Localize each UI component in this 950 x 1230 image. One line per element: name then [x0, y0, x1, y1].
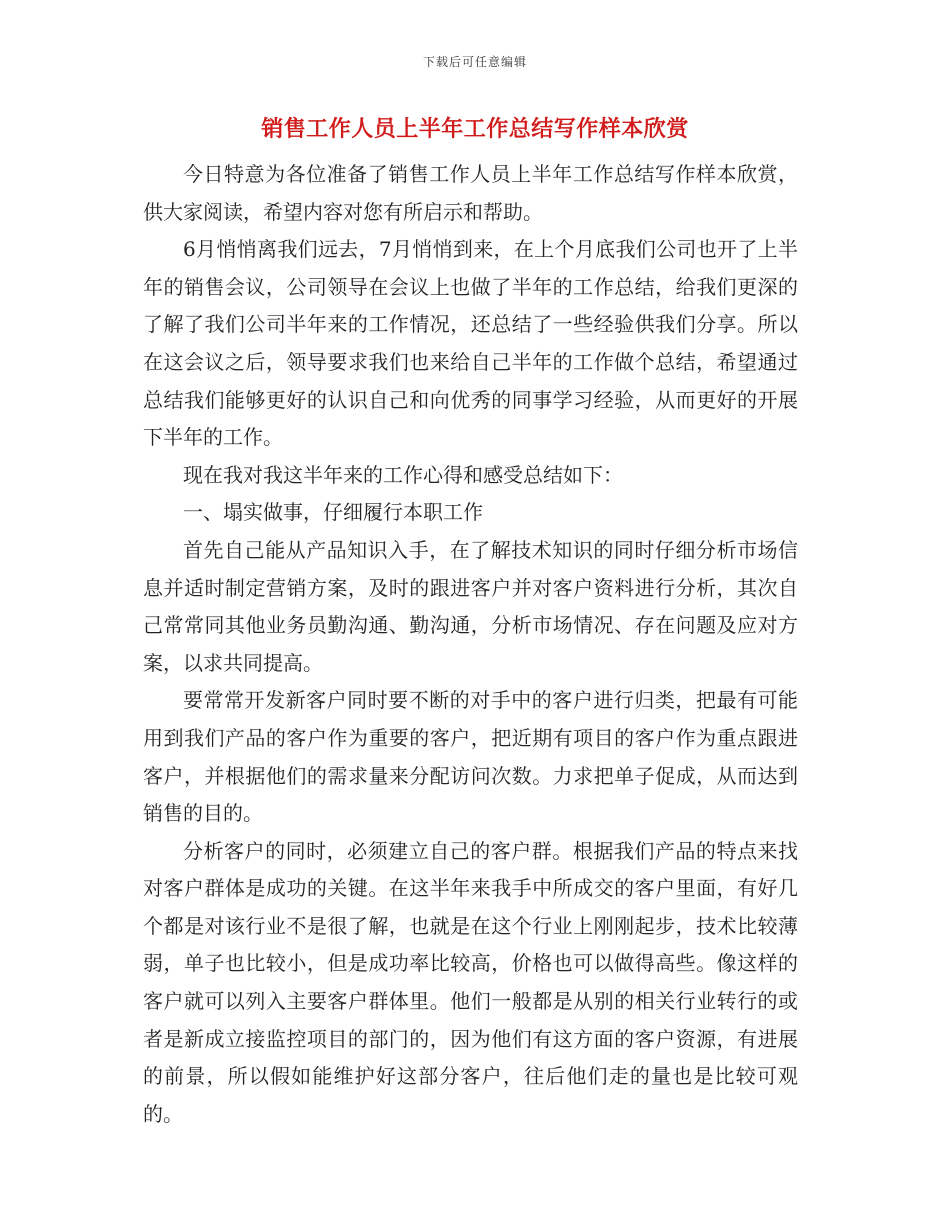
- header-note: 下载后可任意编辑: [422, 55, 527, 69]
- paragraph-product-knowledge: 首先自己能从产品知识入手，在了解技术知识的同时仔细分析市场信息并适时制定营销方案，及时的跟进客户并对客户资料进行分析，其次自己常常同其他业务员勤沟通、勤沟通，分析市场情况、存在问题及应对方案，以求共同提高。: [143, 537, 798, 675]
- section-heading-1: 一、塌实做事，仔细履行本职工作: [183, 500, 483, 525]
- document-title: 销售工作人员上半年工作总结写作样本欣赏: [261, 116, 689, 142]
- paragraph-new-clients: 要常常开发新客户同时要不断的对手中的客户进行归类，把最有可能用到我们产品的客户作为重要的客户，把近期有项目的客户作为重点跟进客户，并根据他们的需求量来分配访问次数。力求把单子促成，从而达到销售的目的。: [143, 688, 798, 826]
- paragraph-client-group: 分析客户的同时，必须建立自己的客户群。根据我们产品的特点来找对客户群体是成功的关键。在这半年来我手中所成交的客户里面，有好几个都是对该行业不是很了解，也就是在这个行业上刚刚起步，技术比较薄弱，单子也比较小，但是成功率比较高，价格也可以做得高些。像这样的客户就可以列入主要客户群体里。他们一般都是从别的相关行业转行的或者是新成立接监控项目的部门的，因为他们有这方面的客户资源，有进展的前景，所以假如能维护好这部分客户，往后他们走的量也是比较可观的。: [143, 838, 798, 1126]
- paragraph-summary-lead: 现在我对我这半年来的工作心得和感受总结如下：: [183, 462, 623, 487]
- paragraph-background: 6月悄悄离我们远去，7月悄悄到来，在上个月底我们公司也开了上半年的销售会议，公司领导在会议上也做了半年的工作总结，给我们更深的了解了我们公司半年来的工作情况，还总结了一些经验供我们分享。所以在这会议之后，领导要求我们也来给自己半年的工作做个总结，希望通过总结我们能够更好的认识自己和向优秀的同事学习经验，从而更好的开展下半年的工作。: [143, 237, 798, 450]
- paragraph-intro: 今日特意为各位准备了销售工作人员上半年工作总结写作样本欣赏，供大家阅读，希望内容对您有所启示和帮助。: [143, 162, 798, 224]
- document-body: [143, 156, 798, 1133]
